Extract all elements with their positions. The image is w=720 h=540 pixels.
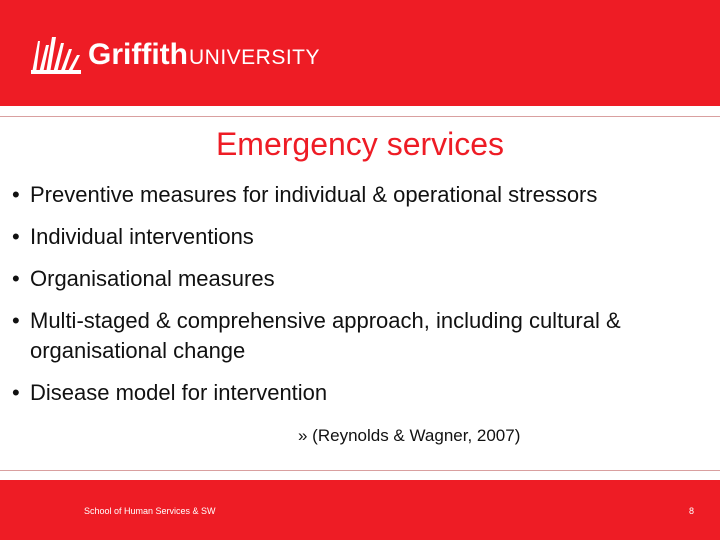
bullet-dot: • <box>12 380 20 405</box>
bullet-item <box>12 264 712 294</box>
bullet-dot: • <box>12 224 20 249</box>
bullet-dot: • <box>12 308 20 333</box>
slide-title: Emergency services <box>215 126 505 162</box>
citation: » (Reynolds & Wagner, 2007) <box>298 426 521 445</box>
bullet-text: Organisational measures <box>30 266 275 291</box>
footer-bar <box>0 480 720 540</box>
bullet-item <box>12 222 712 252</box>
top-divider <box>0 116 720 117</box>
page-number: 8 <box>688 506 694 516</box>
bullet-text: Disease model for intervention <box>30 380 328 405</box>
bullet-item <box>12 306 712 366</box>
bullet-text: Multi-staged & comprehensive approach, including cultural & organisational change <box>30 308 621 363</box>
logo-word-griffith: Griffith <box>88 38 188 71</box>
bullet-dot: • <box>12 266 20 291</box>
bullet-dot: • <box>12 182 20 207</box>
bullet-item <box>12 378 712 408</box>
bottom-divider <box>0 470 720 471</box>
header-bar <box>0 0 720 106</box>
bullet-text: Individual interventions <box>30 224 254 249</box>
footer-school-name: School of Human Services & SW <box>84 506 216 516</box>
logo-word-university: UNIVERSITY <box>188 46 321 69</box>
griffith-flame-icon <box>30 35 82 75</box>
bullet-text: Preventive measures for individual & operational stressors <box>30 182 598 207</box>
bullet-list <box>12 180 712 420</box>
bullet-item <box>12 180 712 210</box>
university-logo <box>30 33 320 77</box>
logo-wordmark <box>88 38 320 72</box>
